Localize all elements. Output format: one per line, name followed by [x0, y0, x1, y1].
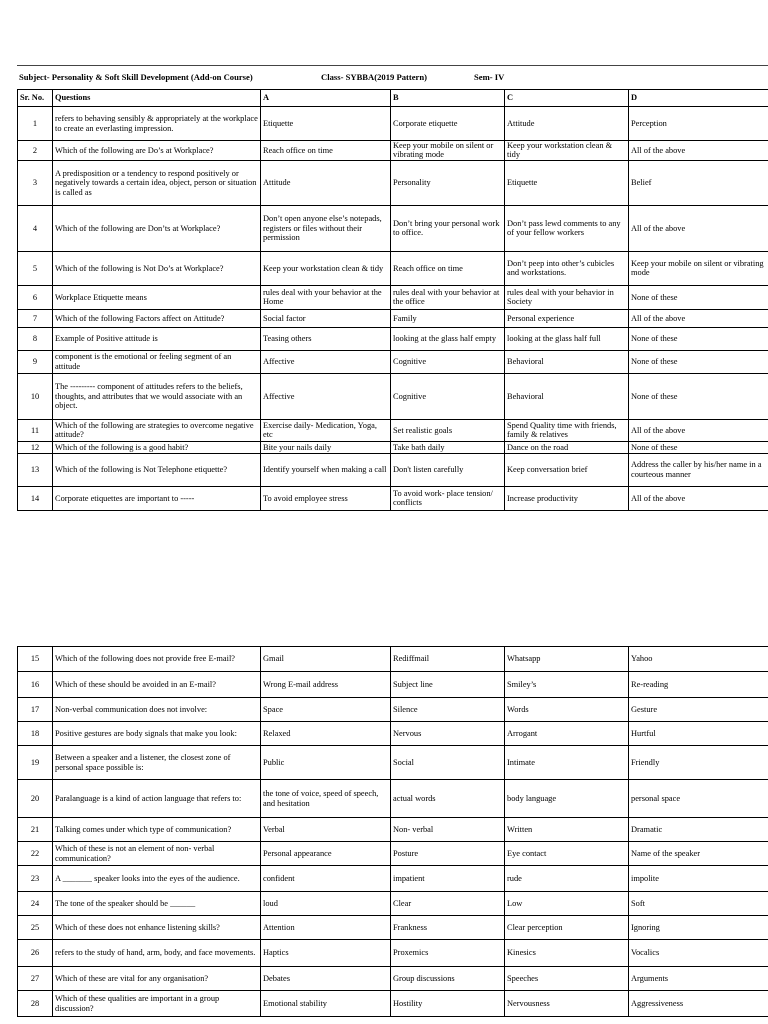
option-a-cell: loud: [261, 892, 391, 916]
question-cell: Which of these qualities are important in a group discussion?: [53, 991, 261, 1017]
table-row: [18, 141, 768, 161]
sr-no-cell: 26: [18, 940, 53, 967]
option-a-cell: Teasing others: [261, 327, 391, 350]
option-a-cell: Attention: [261, 916, 391, 940]
question-cell: Which of the following are Do’s at Workplace?: [53, 141, 261, 161]
question-cell: Which of the following are Don’ts at Workplace?: [53, 205, 261, 251]
option-c-cell: Spend Quality time with friends, family & relatives: [505, 419, 629, 441]
table-row: [18, 722, 768, 746]
option-d-cell: None of these: [629, 441, 768, 453]
option-a-cell: Space: [261, 698, 391, 722]
option-b-cell: Clear: [391, 892, 505, 916]
option-c-cell: Etiquette: [505, 160, 629, 205]
option-a-cell: Identify yourself when making a call: [261, 453, 391, 486]
option-d-cell: Dramatic: [629, 818, 768, 842]
sr-no-cell: 27: [18, 967, 53, 991]
table-row: [18, 285, 768, 309]
option-a-cell: Social factor: [261, 309, 391, 327]
table-row: [18, 309, 768, 327]
sr-no-cell: 3: [18, 160, 53, 205]
option-c-cell: Smiley’s: [505, 672, 629, 698]
option-b-cell: Set realistic goals: [391, 419, 505, 441]
option-b-cell: Silence: [391, 698, 505, 722]
option-a-cell: Emotional stability: [261, 991, 391, 1017]
option-b-cell: Personality: [391, 160, 505, 205]
sr-no-cell: 8: [18, 327, 53, 350]
questions-table-1: [17, 89, 768, 511]
column-header-option-d: D: [629, 90, 768, 107]
question-cell: Corporate etiquettes are important to -----: [53, 486, 261, 510]
question-cell: Example of Positive attitude is: [53, 327, 261, 350]
sr-no-cell: 5: [18, 251, 53, 285]
option-d-cell: Yahoo: [629, 647, 768, 672]
question-cell: refers to behaving sensibly & appropriately at the workplace to create an everlasting impression.: [53, 107, 261, 141]
option-b-cell: Keep your mobile on silent or vibrating mode: [391, 141, 505, 161]
question-cell: The tone of the speaker should be ______: [53, 892, 261, 916]
table-row: [18, 486, 768, 510]
option-c-cell: Behavioral: [505, 350, 629, 373]
semester-label: Sem- IV: [474, 72, 505, 82]
option-c-cell: Keep conversation brief: [505, 453, 629, 486]
option-c-cell: looking at the glass half full: [505, 327, 629, 350]
option-b-cell: Nervous: [391, 722, 505, 746]
option-c-cell: body language: [505, 780, 629, 818]
option-b-cell: Cognitive: [391, 350, 505, 373]
table-row: [18, 419, 768, 441]
question-cell: Which of the following is Not Do’s at Workplace?: [53, 251, 261, 285]
option-b-cell: Hostility: [391, 991, 505, 1017]
table-row: [18, 160, 768, 205]
option-b-cell: Corporate etiquette: [391, 107, 505, 141]
sr-no-cell: 17: [18, 698, 53, 722]
option-b-cell: Proxemics: [391, 940, 505, 967]
sr-no-cell: 15: [18, 647, 53, 672]
question-cell: Which of these are vital for any organisation?: [53, 967, 261, 991]
option-b-cell: Social: [391, 746, 505, 780]
option-b-cell: To avoid work- place tension/ conflicts: [391, 486, 505, 510]
option-d-cell: All of the above: [629, 419, 768, 441]
option-d-cell: impolite: [629, 866, 768, 892]
option-d-cell: All of the above: [629, 309, 768, 327]
option-b-cell: Family: [391, 309, 505, 327]
table-row: [18, 842, 768, 866]
table-row: [18, 866, 768, 892]
table-row: [18, 350, 768, 373]
subject-title: Subject- Personality & Soft Skill Development (Add-on Course): [19, 72, 253, 82]
option-a-cell: Relaxed: [261, 722, 391, 746]
option-d-cell: Gesture: [629, 698, 768, 722]
sr-no-cell: 19: [18, 746, 53, 780]
option-b-cell: actual words: [391, 780, 505, 818]
table-row: [18, 672, 768, 698]
option-d-cell: Aggressiveness: [629, 991, 768, 1017]
option-a-cell: Reach office on time: [261, 141, 391, 161]
table-row: [18, 251, 768, 285]
option-d-cell: Soft: [629, 892, 768, 916]
option-b-cell: Reach office on time: [391, 251, 505, 285]
question-cell: Which of the following does not provide free E-mail?: [53, 647, 261, 672]
sr-no-cell: 10: [18, 373, 53, 419]
option-d-cell: Vocalics: [629, 940, 768, 967]
sr-no-cell: 14: [18, 486, 53, 510]
option-d-cell: None of these: [629, 327, 768, 350]
option-c-cell: Intimate: [505, 746, 629, 780]
option-b-cell: Posture: [391, 842, 505, 866]
option-a-cell: Keep your workstation clean & tidy: [261, 251, 391, 285]
option-c-cell: Eye contact: [505, 842, 629, 866]
question-cell: refers to the study of hand, arm, body, and face movements.: [53, 940, 261, 967]
sr-no-cell: 11: [18, 419, 53, 441]
option-a-cell: Don’t open anyone else’s notepads, registers or files without their permission: [261, 205, 391, 251]
option-d-cell: Hurtful: [629, 722, 768, 746]
option-a-cell: Gmail: [261, 647, 391, 672]
question-cell: Talking comes under which type of communication?: [53, 818, 261, 842]
sr-no-cell: 1: [18, 107, 53, 141]
question-cell: The --------- component of attitudes refers to the beliefs, thoughts, and attributes that we would associate with an object.: [53, 373, 261, 419]
option-c-cell: Keep your workstation clean & tidy: [505, 141, 629, 161]
option-d-cell: All of the above: [629, 486, 768, 510]
sr-no-cell: 16: [18, 672, 53, 698]
sr-no-cell: 13: [18, 453, 53, 486]
question-cell: Which of these is not an element of non- verbal communication?: [53, 842, 261, 866]
option-b-cell: Take bath daily: [391, 441, 505, 453]
option-b-cell: Frankness: [391, 916, 505, 940]
option-b-cell: Non- verbal: [391, 818, 505, 842]
option-a-cell: the tone of voice, speed of speech, and hesitation: [261, 780, 391, 818]
option-a-cell: To avoid employee stress: [261, 486, 391, 510]
table-header-row: [18, 90, 768, 107]
option-c-cell: Nervousness: [505, 991, 629, 1017]
question-cell: Which of the following is Not Telephone etiquette?: [53, 453, 261, 486]
option-b-cell: rules deal with your behavior at the office: [391, 285, 505, 309]
table-row: [18, 205, 768, 251]
option-b-cell: Subject line: [391, 672, 505, 698]
table-row: [18, 991, 768, 1017]
option-d-cell: Ignoring: [629, 916, 768, 940]
option-d-cell: Name of the speaker: [629, 842, 768, 866]
question-cell: Workplace Etiquette means: [53, 285, 261, 309]
option-c-cell: Attitude: [505, 107, 629, 141]
option-c-cell: Personal experience: [505, 309, 629, 327]
option-a-cell: Bite your nails daily: [261, 441, 391, 453]
document-header: [17, 66, 768, 88]
sr-no-cell: 22: [18, 842, 53, 866]
option-d-cell: Keep your mobile on silent or vibrating mode: [629, 251, 768, 285]
table-row: [18, 698, 768, 722]
sr-no-cell: 4: [18, 205, 53, 251]
question-cell: Which of the following is a good habit?: [53, 441, 261, 453]
table-row: [18, 892, 768, 916]
option-d-cell: Friendly: [629, 746, 768, 780]
option-c-cell: Increase productivity: [505, 486, 629, 510]
question-cell: Positive gestures are body signals that make you look:: [53, 722, 261, 746]
option-c-cell: Don’t peep into other’s cubicles and workstations.: [505, 251, 629, 285]
table-row: [18, 746, 768, 780]
option-d-cell: None of these: [629, 373, 768, 419]
table-row: [18, 327, 768, 350]
table-row: [18, 916, 768, 940]
sr-no-cell: 25: [18, 916, 53, 940]
table-row: [18, 818, 768, 842]
sr-no-cell: 20: [18, 780, 53, 818]
question-cell: component is the emotional or feeling segment of an attitude: [53, 350, 261, 373]
option-d-cell: Belief: [629, 160, 768, 205]
table-row: [18, 453, 768, 486]
option-b-cell: impatient: [391, 866, 505, 892]
option-a-cell: Exercise daily- Medication, Yoga, etc: [261, 419, 391, 441]
option-a-cell: Affective: [261, 350, 391, 373]
sr-no-cell: 12: [18, 441, 53, 453]
sr-no-cell: 2: [18, 141, 53, 161]
option-c-cell: rules deal with your behavior in Society: [505, 285, 629, 309]
class-label: Class- SYBBA(2019 Pattern): [321, 72, 427, 82]
question-cell: Between a speaker and a listener, the closest zone of personal space possible is:: [53, 746, 261, 780]
option-c-cell: Clear perception: [505, 916, 629, 940]
option-b-cell: Don't listen carefully: [391, 453, 505, 486]
question-cell: Which of these does not enhance listening skills?: [53, 916, 261, 940]
table-row: [18, 780, 768, 818]
option-c-cell: Arrogant: [505, 722, 629, 746]
question-cell: Which of these should be avoided in an E-mail?: [53, 672, 261, 698]
option-a-cell: Affective: [261, 373, 391, 419]
option-d-cell: Perception: [629, 107, 768, 141]
sr-no-cell: 23: [18, 866, 53, 892]
table-row: [18, 647, 768, 672]
sr-no-cell: 24: [18, 892, 53, 916]
option-a-cell: Debates: [261, 967, 391, 991]
option-b-cell: Don’t bring your personal work to office.: [391, 205, 505, 251]
question-cell: A _______ speaker looks into the eyes of the audience.: [53, 866, 261, 892]
option-b-cell: Cognitive: [391, 373, 505, 419]
option-d-cell: Address the caller by his/her name in a courteous manner: [629, 453, 768, 486]
option-d-cell: Re-reading: [629, 672, 768, 698]
sr-no-cell: 18: [18, 722, 53, 746]
column-header-option-c: C: [505, 90, 629, 107]
option-c-cell: Words: [505, 698, 629, 722]
option-c-cell: Whatsapp: [505, 647, 629, 672]
option-d-cell: All of the above: [629, 141, 768, 161]
column-header-option-b: B: [391, 90, 505, 107]
option-c-cell: Behavioral: [505, 373, 629, 419]
table-row: [18, 373, 768, 419]
question-cell: Non-verbal communication does not involve:: [53, 698, 261, 722]
sr-no-cell: 21: [18, 818, 53, 842]
option-a-cell: Personal appearance: [261, 842, 391, 866]
question-cell: A predisposition or a tendency to respond positively or negatively towards a certain idea, object, person or situation is called as: [53, 160, 261, 205]
question-cell: Paralanguage is a kind of action language that refers to:: [53, 780, 261, 818]
option-d-cell: personal space: [629, 780, 768, 818]
table-row: [18, 967, 768, 991]
option-b-cell: Group discussions: [391, 967, 505, 991]
option-a-cell: Etiquette: [261, 107, 391, 141]
option-c-cell: Written: [505, 818, 629, 842]
option-c-cell: Low: [505, 892, 629, 916]
option-c-cell: Dance on the road: [505, 441, 629, 453]
sr-no-cell: 28: [18, 991, 53, 1017]
table-row: [18, 441, 768, 453]
option-b-cell: looking at the glass half empty: [391, 327, 505, 350]
column-header-question: Questions: [53, 90, 261, 107]
option-c-cell: Speeches: [505, 967, 629, 991]
table-row: [18, 107, 768, 141]
option-c-cell: rude: [505, 866, 629, 892]
option-a-cell: Wrong E-mail address: [261, 672, 391, 698]
option-a-cell: Haptics: [261, 940, 391, 967]
column-header-option-a: A: [261, 90, 391, 107]
column-header-sr-no: Sr. No.: [18, 90, 53, 107]
option-d-cell: Arguments: [629, 967, 768, 991]
sr-no-cell: 7: [18, 309, 53, 327]
option-d-cell: None of these: [629, 285, 768, 309]
option-a-cell: Attitude: [261, 160, 391, 205]
option-c-cell: Don’t pass lewd comments to any of your fellow workers: [505, 205, 629, 251]
option-b-cell: Rediffmail: [391, 647, 505, 672]
option-a-cell: rules deal with your behavior at the Home: [261, 285, 391, 309]
option-a-cell: Public: [261, 746, 391, 780]
option-a-cell: confident: [261, 866, 391, 892]
option-a-cell: Verbal: [261, 818, 391, 842]
question-cell: Which of the following Factors affect on Attitude?: [53, 309, 261, 327]
question-cell: Which of the following are strategies to overcome negative attitude?: [53, 419, 261, 441]
sr-no-cell: 9: [18, 350, 53, 373]
option-c-cell: Kinesics: [505, 940, 629, 967]
option-d-cell: None of these: [629, 350, 768, 373]
sr-no-cell: 6: [18, 285, 53, 309]
option-d-cell: All of the above: [629, 205, 768, 251]
questions-table-2: [17, 646, 768, 1017]
table-row: [18, 940, 768, 967]
